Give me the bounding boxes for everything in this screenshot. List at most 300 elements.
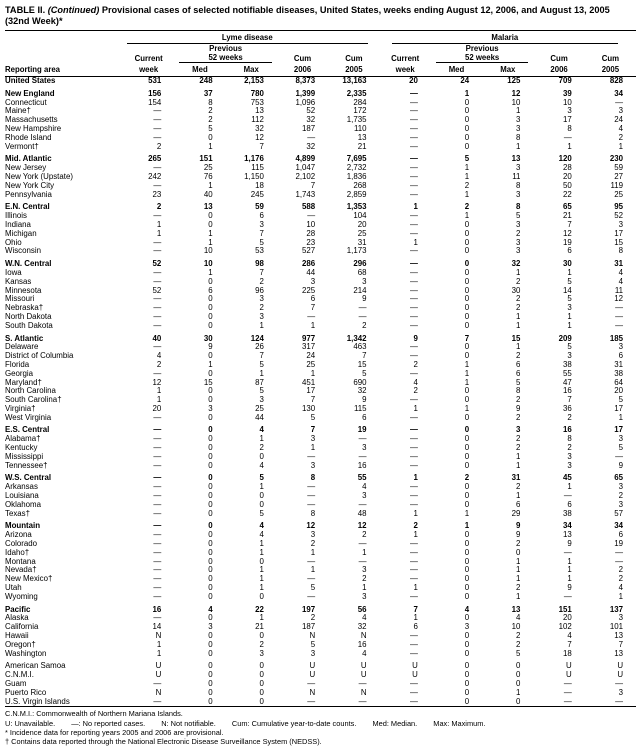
value-cell: 12 <box>357 521 367 531</box>
value-cell: 0 <box>208 521 213 531</box>
value-cell: 1 <box>310 565 316 575</box>
value-cell: 18 <box>562 648 572 658</box>
value-cell: 3 <box>516 123 521 133</box>
value-cell: 0 <box>208 670 213 680</box>
reporting-area-cell: Maryland† <box>5 377 42 387</box>
value-cell: 27 <box>614 171 624 181</box>
value-cell: 3 <box>618 613 624 623</box>
value-cell: — <box>409 351 418 361</box>
value-cell: 1 <box>156 639 162 649</box>
table-row <box>5 531 636 540</box>
reporting-area-cell: Iowa <box>5 267 22 277</box>
value-cell: 8 <box>516 132 521 142</box>
value-cell: 7 <box>259 267 264 277</box>
value-cell: 19 <box>357 425 367 435</box>
value-cell: 12 <box>614 294 624 304</box>
table-row <box>5 422 636 435</box>
value-cell: 0 <box>464 285 470 295</box>
value-cell: — <box>307 696 316 706</box>
reporting-area-cell: Arizona <box>5 530 32 540</box>
value-cell: 21 <box>562 211 572 221</box>
value-cell: 0 <box>464 123 470 133</box>
reporting-area-cell: American Samoa <box>5 661 66 671</box>
value-cell: 0 <box>464 460 470 470</box>
value-cell: 137 <box>609 604 624 614</box>
value-cell: 1 <box>516 320 521 330</box>
value-cell: 1 <box>464 163 470 173</box>
value-cell: — <box>615 679 624 688</box>
value-cell: 709 <box>558 76 572 85</box>
value-cell: 0 <box>464 583 470 593</box>
current-label: Current <box>391 54 420 63</box>
value-cell: 8 <box>516 386 521 396</box>
value-cell: 5 <box>516 377 521 387</box>
value-cell: 1,836 <box>346 171 367 181</box>
value-cell: 98 <box>255 259 264 269</box>
value-cell: 225 <box>302 285 316 295</box>
value-cell: 0 <box>464 115 470 125</box>
value-cell: 104 <box>353 211 367 221</box>
value-cell: 4 <box>156 351 162 361</box>
value-cell: 5 <box>259 473 264 483</box>
value-cell: N <box>155 631 162 641</box>
table-row <box>5 658 636 671</box>
value-cell: 12 <box>511 88 521 98</box>
value-cell: 7 <box>464 333 470 343</box>
value-cell: — <box>563 591 572 601</box>
table-title <box>5 5 636 27</box>
value-cell: 3 <box>362 443 367 453</box>
value-cell: 5 <box>516 648 521 658</box>
value-cell: 1 <box>259 613 264 623</box>
table-row <box>5 107 636 116</box>
cum-label: Cum <box>345 54 363 63</box>
value-cell: 1 <box>208 359 213 369</box>
value-cell: 7 <box>259 141 264 151</box>
value-cell: — <box>307 591 316 601</box>
value-cell: — <box>563 679 572 688</box>
value-cell: — <box>563 132 572 142</box>
value-cell: 0 <box>464 342 470 352</box>
value-cell: 2 <box>208 115 213 125</box>
table-row <box>5 230 636 239</box>
value-cell: 0 <box>464 228 470 238</box>
value-cell: — <box>153 106 162 116</box>
value-cell: 0 <box>208 460 213 470</box>
value-cell: 3 <box>259 311 264 321</box>
table-row <box>5 125 636 134</box>
value-cell: — <box>153 368 162 378</box>
value-cell: — <box>358 434 367 444</box>
legend-cum: Cum: Cumulative year-to-date counts. <box>231 718 357 728</box>
value-cell: 0 <box>208 351 213 361</box>
value-cell: 13,163 <box>342 76 367 85</box>
value-cell: — <box>307 499 316 509</box>
value-cell: 1,173 <box>346 246 367 256</box>
value-cell: 76 <box>203 171 213 181</box>
value-cell: 527 <box>302 246 316 256</box>
value-cell: 59 <box>255 202 264 212</box>
reporting-area-cell: Guam <box>5 679 27 688</box>
value-cell: 6 <box>362 412 367 422</box>
value-cell: 38 <box>614 368 624 378</box>
table-row <box>5 313 636 322</box>
table-row <box>5 462 636 471</box>
value-cell: — <box>153 303 162 313</box>
reporting-area-cell: Florida <box>5 359 30 369</box>
value-cell: 0 <box>464 246 470 256</box>
value-cell: U <box>309 661 316 671</box>
value-cell: 0 <box>259 687 264 697</box>
value-cell: 13 <box>255 106 264 116</box>
reporting-area-cell: New York (Upstate) <box>5 171 73 181</box>
value-cell: — <box>153 679 162 688</box>
value-cell: — <box>358 499 367 509</box>
value-cell: — <box>409 556 418 566</box>
value-cell: — <box>409 574 418 584</box>
value-cell: 1 <box>516 556 521 566</box>
value-cell: 1 <box>464 521 470 531</box>
value-cell: — <box>409 412 418 422</box>
value-cell: — <box>153 696 162 706</box>
value-cell: 1 <box>516 106 521 116</box>
value-cell: — <box>409 565 418 575</box>
reporting-area-cell: California <box>5 622 39 632</box>
value-cell: 1 <box>464 88 470 98</box>
table-row <box>5 614 636 623</box>
value-cell: 21 <box>255 622 264 632</box>
value-cell: 6 <box>567 246 572 256</box>
value-cell: 4 <box>362 613 367 623</box>
value-cell: 52 <box>152 259 162 269</box>
value-cell: 0 <box>464 425 470 435</box>
value-cell: 230 <box>609 154 624 164</box>
value-cell: 0 <box>464 351 470 361</box>
value-cell: 7 <box>413 604 418 614</box>
value-cell: U <box>309 670 316 680</box>
value-cell: 2,153 <box>244 76 264 85</box>
value-cell: 24 <box>460 76 470 85</box>
value-cell: 187 <box>302 123 316 133</box>
value-cell: 1 <box>259 434 264 444</box>
value-cell: 1 <box>413 508 418 518</box>
value-cell: — <box>409 141 418 151</box>
value-cell: 1 <box>516 591 521 601</box>
value-cell: 2 <box>259 276 264 286</box>
value-cell: 65 <box>614 473 624 483</box>
value-cell: 1 <box>413 613 418 623</box>
value-cell: U <box>155 670 162 680</box>
value-cell: 5 <box>208 123 213 133</box>
table-row <box>5 361 636 370</box>
value-cell: 0 <box>208 639 213 649</box>
value-cell: U <box>360 661 367 671</box>
value-cell: — <box>153 547 162 557</box>
value-cell: 0 <box>208 303 213 313</box>
table-row <box>5 549 636 558</box>
table-row <box>5 331 636 344</box>
value-cell: 1,176 <box>244 154 264 164</box>
value-cell: 3 <box>516 219 521 229</box>
value-cell: — <box>153 276 162 286</box>
table-row <box>5 256 636 269</box>
value-cell: 15 <box>203 377 213 387</box>
value-cell: 6 <box>516 499 521 509</box>
value-cell: 0 <box>464 97 470 107</box>
value-cell: 11 <box>512 171 521 181</box>
value-cell: — <box>409 482 418 492</box>
value-cell: 1 <box>310 320 316 330</box>
value-cell: 13 <box>203 202 213 212</box>
value-cell: 0 <box>208 482 213 492</box>
value-cell: 7 <box>310 180 316 190</box>
value-cell: 0 <box>259 591 264 601</box>
table-row <box>5 584 636 593</box>
value-cell: 531 <box>148 76 162 85</box>
value-cell: 0 <box>464 311 470 321</box>
table-row <box>5 575 636 584</box>
value-cell: 10 <box>562 97 572 107</box>
value-cell: — <box>307 211 316 221</box>
value-cell: 296 <box>353 259 367 269</box>
table-row <box>5 501 636 510</box>
value-cell: 16 <box>357 639 367 649</box>
value-cell: — <box>409 639 418 649</box>
value-cell: 3 <box>516 163 521 173</box>
value-cell: 0 <box>208 311 213 321</box>
value-cell: 19 <box>562 237 572 247</box>
value-cell: 5 <box>259 237 264 247</box>
table-row <box>5 453 636 462</box>
reporting-area-cell: Hawaii <box>5 631 29 641</box>
value-cell: N <box>360 687 367 697</box>
value-cell: 4 <box>618 267 624 277</box>
year-2005-label: 2005 <box>328 63 379 77</box>
value-cell: 1 <box>413 202 418 212</box>
value-cell: — <box>409 180 418 190</box>
value-cell: 0 <box>464 613 470 623</box>
reporting-area-cell: Oklahoma <box>5 499 41 509</box>
value-cell: 1 <box>618 412 624 422</box>
value-cell: 0 <box>208 473 213 483</box>
value-cell: 0 <box>516 670 521 680</box>
table-row <box>5 680 636 689</box>
value-cell: 5 <box>259 359 264 369</box>
value-cell: 12 <box>255 132 264 142</box>
value-cell: 0 <box>208 211 213 221</box>
value-cell: 1 <box>516 491 521 501</box>
value-cell: — <box>409 189 418 199</box>
value-cell: 1 <box>618 591 624 601</box>
value-cell: — <box>409 123 418 133</box>
value-cell: 1 <box>464 189 470 199</box>
cum-label: Cum <box>293 54 312 63</box>
value-cell: 13 <box>511 154 521 164</box>
value-cell: 11 <box>614 285 624 295</box>
value-cell: 3 <box>259 294 264 304</box>
value-cell: 0 <box>516 547 521 557</box>
value-cell: 9 <box>618 460 624 470</box>
value-cell: 265 <box>148 154 162 164</box>
value-cell: — <box>409 97 418 107</box>
value-cell: 15 <box>357 359 367 369</box>
value-cell: 34 <box>562 521 572 531</box>
reporting-area-cell: Missouri <box>5 294 35 304</box>
value-cell: — <box>153 211 162 221</box>
value-cell: 1 <box>156 219 162 229</box>
value-cell: 13 <box>511 604 521 614</box>
reporting-area-cell: Rhode Island <box>5 132 52 142</box>
value-cell: 115 <box>251 163 264 173</box>
year-2005-label: 2005 <box>585 63 636 77</box>
value-cell: 1 <box>362 583 367 593</box>
table-row <box>5 322 636 331</box>
reporting-area-cell: New Mexico† <box>5 574 53 584</box>
value-cell: 8 <box>567 434 572 444</box>
group-label-lyme-disease: Lyme disease <box>127 33 368 44</box>
value-cell: 0 <box>208 648 213 658</box>
footnote-legend <box>5 719 636 728</box>
value-cell: 1 <box>310 368 316 378</box>
value-cell: U <box>155 661 162 671</box>
value-cell: 0 <box>208 631 213 641</box>
value-cell: 1 <box>413 403 418 413</box>
value-cell: 25 <box>357 228 367 238</box>
table-row <box>5 287 636 296</box>
value-cell: 4 <box>464 604 470 614</box>
value-cell: 6 <box>516 368 521 378</box>
value-cell: 0 <box>464 451 470 461</box>
table-number: TABLE II. <box>5 5 46 15</box>
value-cell: 3 <box>259 648 264 658</box>
med-label: Med <box>431 63 482 77</box>
value-cell: 17 <box>614 403 624 413</box>
reporting-area-cell: Michigan <box>5 228 37 238</box>
reporting-area-cell: E.N. Central <box>5 202 50 212</box>
value-cell: 0 <box>208 434 213 444</box>
value-cell: 2 <box>516 434 521 444</box>
value-cell: 0 <box>464 267 470 277</box>
value-cell: 0 <box>464 679 470 688</box>
value-cell: 31 <box>511 473 521 483</box>
value-cell: 2 <box>516 443 521 453</box>
value-cell: 52 <box>306 106 316 116</box>
value-cell: 5 <box>464 154 470 164</box>
legend-no-cases: —: No reported cases. <box>71 718 146 728</box>
value-cell: 28 <box>306 228 316 238</box>
table-row <box>5 483 636 492</box>
value-cell: — <box>409 267 418 277</box>
value-cell: 0 <box>516 679 521 688</box>
value-cell: 3 <box>618 434 624 444</box>
value-cell: — <box>358 539 367 549</box>
value-cell: 1 <box>516 141 521 151</box>
value-cell: 3 <box>464 622 470 632</box>
value-cell: 1 <box>516 311 521 321</box>
value-cell: 463 <box>353 342 367 352</box>
value-cell: 0 <box>464 696 470 706</box>
table-row <box>5 191 636 200</box>
value-cell: 5 <box>259 508 264 518</box>
value-cell: 20 <box>152 403 162 413</box>
reporting-area-cell: W.S. Central <box>5 473 52 483</box>
value-cell: 154 <box>148 97 162 107</box>
value-cell: 30 <box>511 285 521 295</box>
value-cell: 30 <box>203 333 213 343</box>
value-cell: 0 <box>208 565 213 575</box>
value-cell: 1 <box>156 648 162 658</box>
value-cell: 25 <box>255 403 264 413</box>
value-cell: 16 <box>357 460 367 470</box>
value-cell: 9 <box>362 294 367 304</box>
value-cell: 3 <box>516 237 521 247</box>
value-cell: 1,047 <box>295 163 316 173</box>
value-cell: 20 <box>562 171 572 181</box>
value-cell: 0 <box>208 696 213 706</box>
value-cell: 1 <box>259 583 264 593</box>
value-cell: 64 <box>614 377 624 387</box>
reporting-area-cell: North Dakota <box>5 311 52 321</box>
value-cell: 125 <box>507 76 521 85</box>
reporting-area-cell: Massachusetts <box>5 115 58 125</box>
value-cell: 0 <box>208 591 213 601</box>
value-cell: 2 <box>464 180 470 190</box>
value-cell: 4 <box>618 583 624 593</box>
value-cell: 6 <box>567 499 572 509</box>
value-cell: 8 <box>310 508 316 518</box>
value-cell: 0 <box>464 639 470 649</box>
value-cell: 0 <box>208 132 213 142</box>
value-cell: 2 <box>516 276 521 286</box>
value-cell: 1,150 <box>244 171 264 181</box>
weeks52-label: 52 weeks <box>436 53 529 63</box>
value-cell: 68 <box>357 267 367 277</box>
value-cell: 102 <box>558 622 572 632</box>
value-cell: 5 <box>618 395 624 405</box>
value-cell: 245 <box>250 189 264 199</box>
reporting-area-cell: Idaho† <box>5 547 30 557</box>
value-cell: 1 <box>567 141 572 151</box>
value-cell: 1 <box>259 368 264 378</box>
value-cell: 187 <box>302 622 316 632</box>
value-cell: 13 <box>614 648 624 658</box>
value-cell: — <box>409 154 418 164</box>
value-cell: 8,373 <box>295 76 316 85</box>
value-cell: U <box>412 670 418 680</box>
value-cell: — <box>409 368 418 378</box>
value-cell: — <box>153 246 162 256</box>
value-cell: 38 <box>562 508 572 518</box>
value-cell: — <box>615 547 624 557</box>
value-cell: 7 <box>567 395 572 405</box>
value-cell: — <box>409 171 418 181</box>
value-cell: 22 <box>255 604 264 614</box>
previous-label: Previous <box>465 44 499 53</box>
table-row <box>5 116 636 125</box>
value-cell: 1 <box>259 539 264 549</box>
value-cell: 2 <box>618 565 624 575</box>
value-cell: 3 <box>208 403 213 413</box>
value-cell: — <box>615 696 624 706</box>
table-row <box>5 641 636 650</box>
reporting-area-cell: New Hampshire <box>5 123 62 133</box>
value-cell: 31 <box>614 359 624 369</box>
reporting-area-cell: Minnesota <box>5 285 42 295</box>
value-cell: 1 <box>208 237 213 247</box>
value-cell: — <box>153 443 162 453</box>
value-cell: 172 <box>353 106 367 116</box>
value-cell: 6 <box>259 211 264 221</box>
